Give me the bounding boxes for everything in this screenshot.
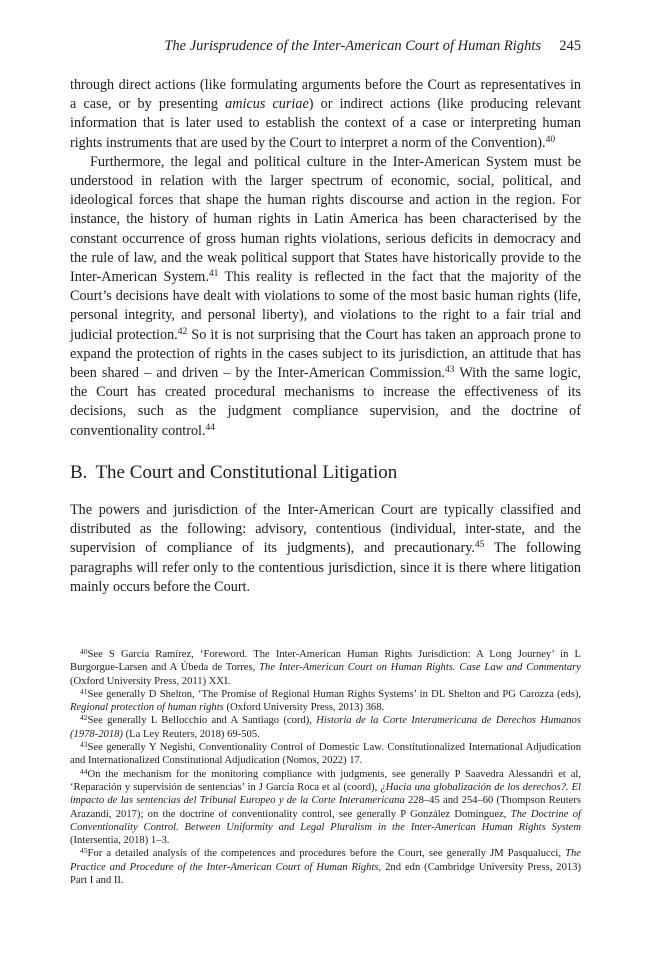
footnote-text: , 2nd edn (Cambridge University Press, 2013) Part I and II. (70, 861, 581, 887)
footnote-text: For a detailed analysis of the competences and procedures before the Court, see generally JM Pasqualucci, (87, 848, 566, 860)
footnote-title: The Practice and Procedure of the Inter-American Court of Human Rights (70, 848, 581, 873)
footnote-title: The Doctrine of Conventionality Control. Between Uniformity and Legal Pluralism in the Inter-American Human Rights System (70, 808, 581, 833)
running-title: The Jurisprudence of the Inter-American Court of Human Rights (164, 38, 541, 54)
running-header (70, 38, 581, 58)
footnote-number: 43 (80, 740, 88, 750)
paragraph-3 (70, 501, 581, 597)
section-title: The Court and Constitutional Litigation (95, 462, 398, 483)
footnote-text: See generally Y Negishi, Conventionality Control of Domestic Law. Constitutionalized International Adjudication and Internationalized Constitutional Adjudication (Nomos, 2022) 17. (70, 742, 581, 767)
section-heading (70, 462, 397, 484)
footnote-ref-45[interactable]: 45 (474, 540, 485, 551)
footnote-text: (Oxford University Press, 2011) XXI. (70, 675, 231, 687)
footnote-number: 45 (80, 846, 88, 856)
footnote-text: See generally L Bellocchio and A Santiago (cord), (87, 715, 317, 727)
footnote-42 (70, 714, 581, 741)
footnote-44 (70, 768, 581, 848)
text-run: through direct actions (like formulating arguments before the Court as representatives in a case, or by presenting (70, 77, 581, 113)
footnote-ref-40[interactable]: 40 (545, 134, 556, 145)
footnote-text: (Oxford University Press, 2013) 368. (223, 702, 385, 714)
footnote-title: Regional protection of human rights (70, 702, 224, 714)
text-run: Furthermore, the legal and political culture in the Inter-American System must be understood in relation with the larger spectrum of economic, social, political, and ideological forces that shape the human rights discourse and action in the region. For instance, the history of human rights in Latin America has been characterised by the constant occurrence of gross human rights violations, serious deficits in democracy and the rule of law, and the weak political support that States have historically provide to the Inter-American System. (70, 153, 581, 286)
footnote-number: 40 (80, 647, 88, 656)
footnote-text: (Intersentia, 2018) 1–3. (70, 835, 170, 847)
footnote-text: See S García Ramírez, ‘Foreword. The Inter-American Human Rights Jurisdiction: A Long Journey’ in L Burgorgue-Larsen and A Úbeda de Torres, (70, 649, 581, 674)
text-run: The powers and jurisdiction of the Inter-American Court are typically classified and distributed as the following: advisory, contentious (individual, inter-state, and the supervision of compliance of its judgments), and precautionary. (70, 502, 581, 557)
footnote-text: 228–45 and 254–60 (Thompson Reuters Arazandi, 2017); on the doctrine of conventionality control, see generally P González Domínguez, (70, 795, 582, 820)
section-body (70, 501, 581, 597)
footnote-text: (La Ley Reuters, 2018) 69-505. (122, 728, 260, 740)
footnote-ref-44[interactable]: 44 (205, 422, 216, 433)
page-number: 245 (559, 38, 581, 54)
footnote-number: 41 (80, 686, 88, 696)
footnote-title: ¿Hacia una globalización de los derechos?. El impacto de las sentencias del Tribunal Europeo y de la Corte Interamericana (70, 781, 582, 807)
section-letter: B. (70, 462, 88, 483)
footnotes (70, 648, 581, 887)
footnote-number: 42 (80, 713, 88, 723)
footnote-text: See generally D Shelton, ‘The Promise of Regional Human Rights Systems’ in DL Shelton and PG Carozza (eds), (87, 688, 581, 700)
footnote-title: The Inter-American Court on Human Rights. Case Law and Commentary (259, 662, 581, 674)
footnote-40 (70, 648, 581, 688)
footnote-41 (70, 688, 581, 715)
footnote-ref-43[interactable]: 43 (444, 365, 455, 376)
footnote-ref-41[interactable]: 41 (208, 269, 219, 280)
text-run: This reality is reflected in the fact that the majority of the Court’s decisions have dealt with violations to some of the most basic human rights (life, personal integrity, and personal liberty), and violations to the right to a fair trial and judicial protection. (70, 269, 581, 343)
footnote-ref-42[interactable]: 42 (177, 326, 188, 337)
text-run: So it is not surprising that the Court has taken an approach prone to expand the protection of rights in the cases subject to its jurisdiction, an attitude that has been shared – and driven – by the Inter-American Commission. (70, 326, 581, 382)
body-text (70, 76, 581, 441)
text-run: With the same logic, the Court has created procedural mechanisms to increase the effectiveness of its decisions, such as the judgment compliance supervision, and the doctrine of conventionality control. (70, 365, 581, 439)
paragraph-1 (70, 76, 581, 153)
footnote-title: Historia de la Corte Interamericana de Derechos Humanos (1978-2018) (70, 715, 581, 740)
text-run: ) or indirect actions (like producing relevant information that is later used to establish the context of a case or interpreting human rights instruments that are used by the Court to interpret a norm of the Convention). (70, 96, 581, 151)
footnote-43 (70, 741, 581, 768)
italic-term: amicus curiae (225, 96, 309, 113)
footnote-number: 44 (80, 766, 88, 776)
footnote-45 (70, 847, 581, 887)
paragraph-2 (70, 153, 581, 441)
text-run: The following paragraphs will refer only to the contentious jurisdiction, since it is there where litigation mainly occurs before the Court. (70, 540, 581, 595)
footnote-text: On the mechanism for the monitoring compliance with judgments, see generally P Saavedra Alessandri et al, ‘Reparación y supervisión de sentencias’ in J García Roca et al (coord), (70, 768, 581, 793)
